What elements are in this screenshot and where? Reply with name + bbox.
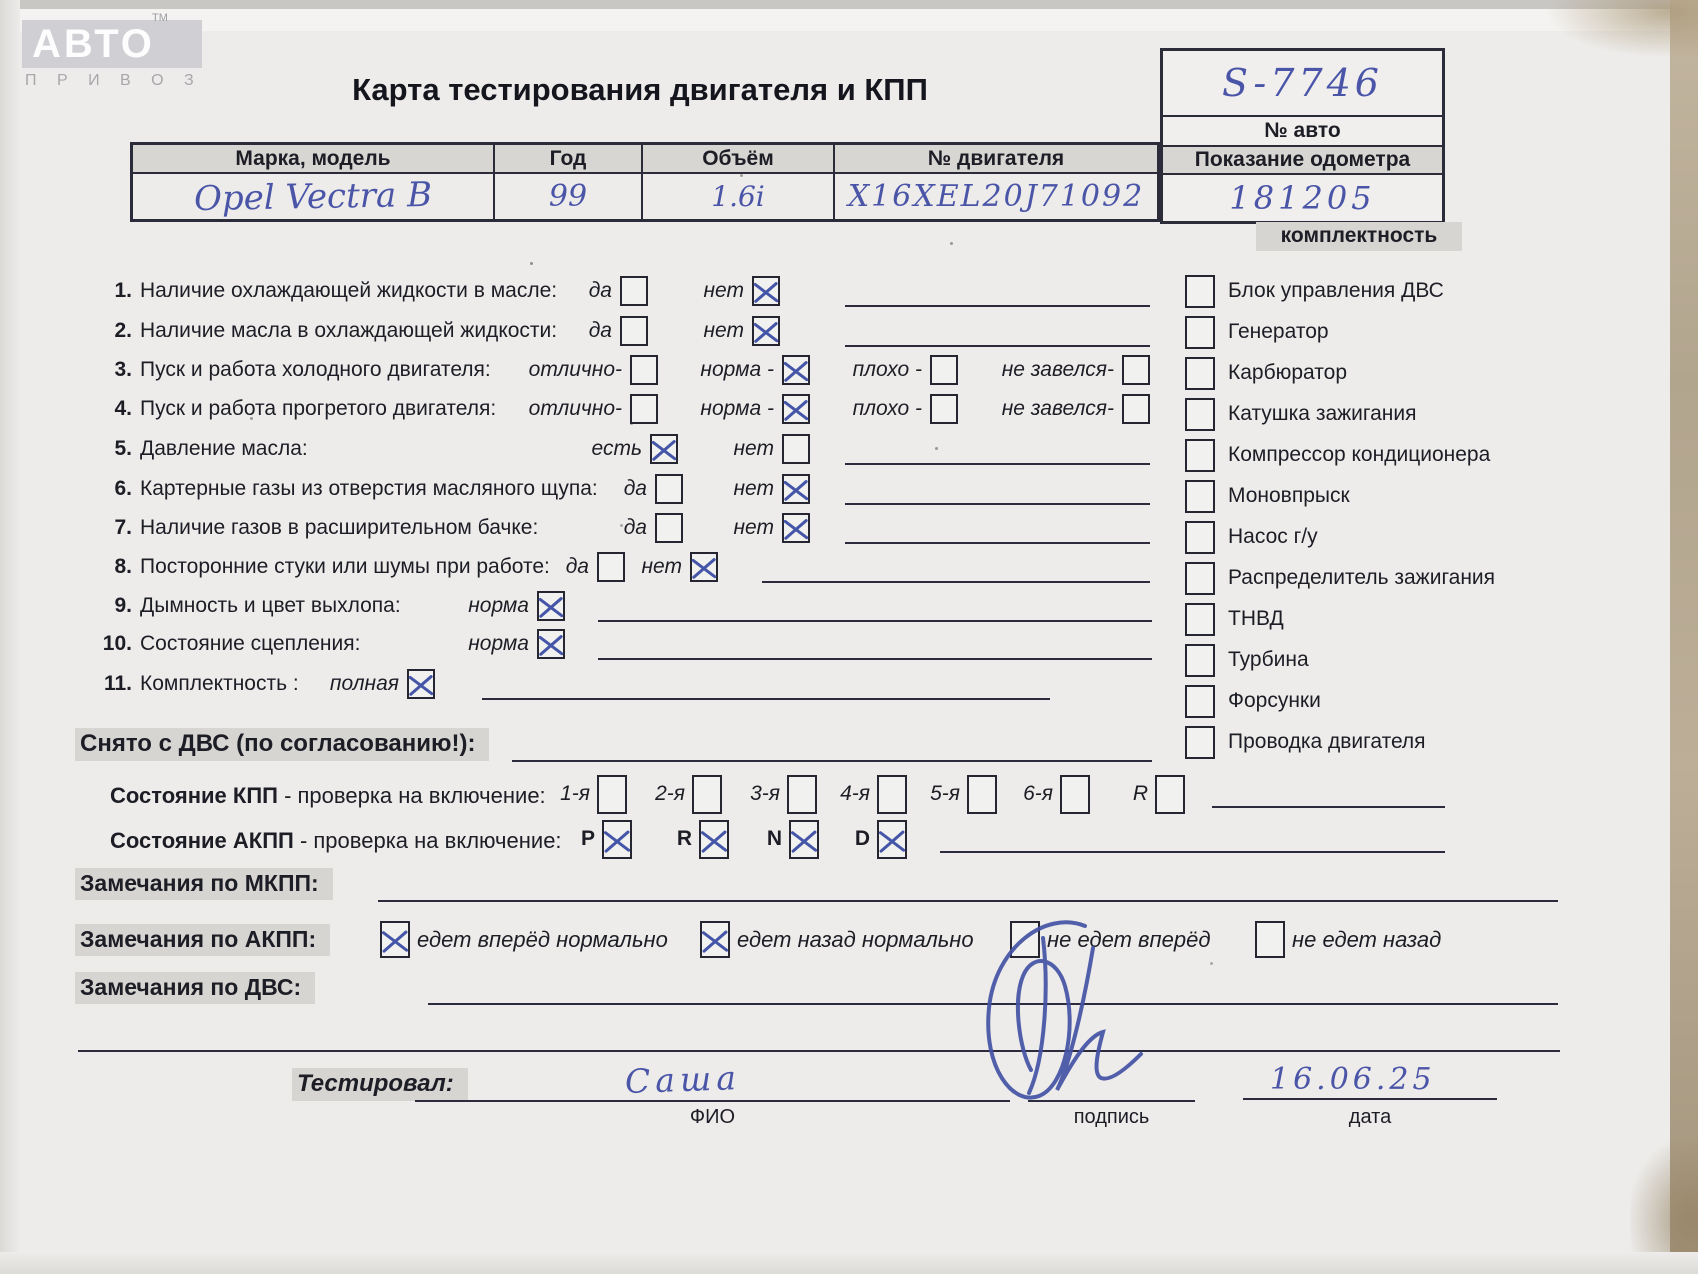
signature-caption: подпись (1073, 1106, 1150, 1128)
completeness-item-label: Форсунки (1228, 689, 1321, 712)
checklist-item-number: 10. (102, 632, 132, 655)
completeness-item-label: Распределитель зажигания (1228, 566, 1496, 589)
checklist-item-label: Наличие охлаждающей жидкости в масле: (140, 279, 558, 302)
odometer-value-cell (1163, 173, 1442, 221)
akpp-line (940, 851, 1445, 853)
scan-specks (530, 262, 533, 265)
checklist-blank-line (845, 542, 1150, 544)
completeness-checkbox (1185, 726, 1215, 759)
engine-number-handwriting: X16XEL20J71092 (847, 179, 1145, 214)
akpp-gear-checkbox-checked (789, 820, 819, 859)
completeness-item-label: Генератор (1228, 320, 1329, 343)
checklist-item-label: Давление масла: (140, 437, 308, 460)
completeness-checkbox (1185, 275, 1215, 308)
checkbox-checked (752, 276, 780, 306)
scan-edge-left (0, 0, 20, 1274)
fio-line (415, 1100, 1010, 1102)
page-title: Карта тестирования двигателя и КПП (352, 72, 928, 107)
completeness-item-label: Блок управления ДВС (1228, 279, 1444, 302)
vehicle-header-engine: № двигателя (833, 145, 1157, 174)
akpp-gear-label: D (854, 827, 870, 850)
checklist-option-label: плохо - (852, 358, 922, 381)
checkbox-checked (782, 474, 810, 504)
gear-checkbox (692, 775, 722, 814)
mkpp-remarks-label: Замечания по МКПП: (75, 868, 333, 900)
completeness-item-label: Проводка двигателя (1228, 730, 1426, 753)
gear-checkbox (877, 775, 907, 814)
checkbox (655, 474, 683, 504)
checklist-option-label: не завелся- (1001, 397, 1114, 420)
akpp-remark-label: едет вперёд нормально (417, 927, 668, 952)
akpp-check-label (110, 828, 562, 854)
akpp-remark-label: не едет вперёд (1047, 927, 1211, 952)
completeness-checkbox (1185, 562, 1215, 595)
checkbox-checked (752, 316, 780, 346)
checklist-option-label: полная (329, 672, 399, 695)
checklist-option-label: нет (733, 477, 774, 500)
auto-number-label: № авто (1163, 115, 1442, 145)
completeness-checkbox (1185, 439, 1215, 472)
gear-checkbox (597, 775, 627, 814)
car-reference-box (1160, 48, 1445, 224)
vehicle-table (130, 142, 1160, 222)
checklist-item-number: 6. (114, 477, 132, 500)
logo-brand: АВТО (22, 20, 202, 68)
checklist-option-label: да (623, 477, 647, 500)
completeness-checkbox (1185, 644, 1215, 677)
completeness-item-label: Моновпрыск (1228, 484, 1350, 507)
vehicle-value-volume (641, 174, 833, 219)
tested-by-label: Тестировал: (292, 1068, 468, 1101)
completeness-item-label: Компрессор кондиционера (1228, 443, 1491, 466)
akpp-remark-checkbox-checked (380, 921, 410, 958)
checklist-option-label: отлично- (528, 358, 622, 381)
gear-label: 3-я (750, 782, 780, 805)
gear-checkbox (1060, 775, 1090, 814)
signature (965, 908, 1150, 1113)
mkpp-remarks-line (378, 900, 1558, 902)
fio-handwriting: Саша (624, 1057, 742, 1102)
scan-edge-bottom (0, 1252, 1698, 1274)
checkbox-checked (407, 669, 435, 699)
checkbox (630, 394, 658, 424)
car-code-handwriting: S-7746 (1222, 61, 1383, 105)
vehicle-value-engine (833, 174, 1157, 219)
checklist-blank-line (482, 698, 1050, 700)
checklist-blank-line (762, 581, 1150, 583)
checkbox-checked (650, 434, 678, 464)
checklist-option-label: да (623, 516, 647, 539)
scan-stain-top-right (1545, 0, 1698, 58)
completeness-item-label: ТНВД (1228, 607, 1284, 630)
completeness-checkbox (1185, 521, 1215, 554)
checklist-item-number: 1. (114, 279, 132, 302)
checklist-item-label: Наличие масла в охлаждающей жидкости: (140, 319, 558, 342)
date-handwriting: 16.06.25 (1270, 1062, 1436, 1097)
completeness-item-label: Турбина (1228, 648, 1309, 671)
checklist-option-label: норма (468, 594, 529, 617)
checklist-option-label: нет (733, 516, 774, 539)
akpp-gear-label: N (766, 827, 782, 850)
checklist-option-label: нет (641, 555, 682, 578)
akpp-remark-checkbox-checked (700, 921, 730, 958)
checkbox (630, 355, 658, 385)
checklist-option-label: нет (733, 437, 774, 460)
checklist-item-label: Наличие газов в расширительном бачке: (140, 516, 539, 539)
checklist-item-number: 3. (114, 358, 132, 381)
odometer-handwriting: 181205 (1229, 179, 1376, 217)
akpp-remarks-label: Замечания по АКПП: (75, 924, 330, 956)
checklist-item-label: Посторонние стуки или шумы при работе: (140, 555, 550, 578)
checkbox (1122, 355, 1150, 385)
akpp-label-rest: - проверка на включение: (293, 828, 562, 853)
vehicle-value-make (133, 174, 493, 219)
checklist-item-label: Картерные газы из отверстия масляного щупа: (140, 477, 598, 500)
akpp-label-bold: Состояние АКПП (110, 828, 294, 853)
kpp-label-rest: - проверка на включение: (277, 783, 546, 808)
checklist-item-label: Пуск и работа прогретого двигателя: (140, 397, 497, 420)
akpp-remark-checkbox (1255, 921, 1285, 958)
car-code-cell (1163, 51, 1442, 115)
checklist-item-number: 2. (114, 319, 132, 342)
checklist-option-label: норма - (700, 397, 774, 420)
checklist-item-number: 7. (114, 516, 132, 539)
completeness-checkbox (1185, 480, 1215, 513)
akpp-gear-label: P (580, 827, 595, 850)
checklist-option-label: норма (468, 632, 529, 655)
year-handwriting: 99 (548, 179, 588, 214)
checklist-item-label: Комплектность : (140, 672, 299, 695)
checklist-item-number: 4. (114, 397, 132, 420)
signature-line (1028, 1100, 1195, 1102)
checklist-option-label: нет (703, 279, 744, 302)
checkbox-checked (782, 355, 810, 385)
odometer-label: Показание одометра (1163, 145, 1442, 173)
checklist-option-label: нет (703, 319, 744, 342)
gear-label: 5-я (930, 782, 960, 805)
dvs-remarks-label: Замечания по ДВС: (75, 972, 315, 1004)
checklist-blank-line (845, 305, 1150, 307)
completeness-item-label: Карбюратор (1228, 361, 1348, 384)
checkbox (655, 513, 683, 543)
checklist-item-number: 5. (114, 437, 132, 460)
checklist-blank-line (598, 620, 1152, 622)
akpp-gear-checkbox-checked (602, 820, 632, 859)
vehicle-header-volume: Объём (641, 145, 833, 174)
gear-checkbox (787, 775, 817, 814)
checkbox-checked (782, 394, 810, 424)
completeness-header: комплектность (1256, 222, 1462, 251)
logo-tm: ТМ (152, 12, 168, 24)
dvs-removed-line (512, 760, 1152, 762)
scan-edge-right (1670, 0, 1698, 1274)
checklist-item-number: 9. (114, 594, 132, 617)
checklist-item-label: Состояние сцепления: (140, 632, 361, 655)
gear-label: 6-я (1023, 782, 1053, 805)
make-handwriting: Opel Vectra B (193, 174, 433, 219)
completeness-checkbox (1185, 603, 1215, 636)
gear-label: R (1132, 782, 1148, 805)
checklist-item-number: 11. (103, 672, 132, 695)
checkbox-checked (782, 513, 810, 543)
date-line (1243, 1098, 1497, 1100)
kpp-label-bold: Состояние КПП (110, 783, 278, 808)
checklist-option-label: есть (591, 437, 642, 460)
checklist-option-label: да (588, 279, 612, 302)
checkbox (597, 552, 625, 582)
completeness-checkbox (1185, 316, 1215, 349)
kpp-line (1212, 806, 1445, 808)
akpp-remark-label: не едет назад (1292, 927, 1442, 952)
checklist-option-label: плохо - (852, 397, 922, 420)
checkbox (620, 316, 648, 346)
akpp-remark-label: едет назад нормально (737, 927, 974, 952)
gear-label: 4-я (840, 782, 870, 805)
checklist-blank-line (598, 658, 1152, 660)
vehicle-header-make: Марка, модель (133, 145, 493, 174)
checklist-blank-line (845, 463, 1150, 465)
checklist-blank-line (845, 345, 1150, 347)
scan-edge-top-light (0, 9, 1698, 31)
checklist-option-label: да (588, 319, 612, 342)
checklist-blank-line (845, 503, 1150, 505)
checkbox (782, 434, 810, 464)
gear-label: 1-я (560, 782, 590, 805)
checklist-item-label: Дымность и цвет выхлопа: (140, 594, 401, 617)
checklist-option-label: не завелся- (1001, 358, 1114, 381)
checkbox (930, 394, 958, 424)
footer-rule (78, 1050, 1560, 1052)
kpp-check-label (110, 783, 546, 809)
logo-sub: П Р И В О З (25, 72, 202, 89)
checkbox (620, 276, 648, 306)
checklist-option-label: отлично- (528, 397, 622, 420)
completeness-item-label: Насос г/у (1228, 525, 1318, 548)
checkbox-checked (537, 629, 565, 659)
vehicle-value-year (493, 174, 641, 219)
checklist-item-number: 8. (114, 555, 132, 578)
checkbox (930, 355, 958, 385)
gear-label: 2-я (655, 782, 685, 805)
completeness-checkbox (1185, 357, 1215, 390)
date-caption: дата (1348, 1106, 1392, 1128)
completeness-checkbox (1185, 398, 1215, 431)
dvs-removed-label: Снято с ДВС (по согласованию!): (75, 728, 489, 761)
completeness-checkbox (1185, 685, 1215, 718)
checklist-option-label: норма - (700, 358, 774, 381)
checkbox-checked (537, 591, 565, 621)
vehicle-header-year: Год (493, 145, 641, 174)
checklist-item-label: Пуск и работа холодного двигателя: (140, 358, 491, 381)
scan-edge-top (0, 0, 1698, 9)
volume-handwriting: 1.6i (711, 180, 765, 213)
checkbox-checked (690, 552, 718, 582)
akpp-gear-checkbox-checked (877, 820, 907, 859)
gear-checkbox (1155, 775, 1185, 814)
gear-checkbox (967, 775, 997, 814)
checkbox (1122, 394, 1150, 424)
checklist-option-label: да (565, 555, 589, 578)
akpp-gear-checkbox-checked (699, 820, 729, 859)
completeness-item-label: Катушка зажигания (1228, 402, 1417, 425)
fio-caption: ФИО (689, 1106, 736, 1128)
akpp-gear-label: R (676, 827, 692, 850)
